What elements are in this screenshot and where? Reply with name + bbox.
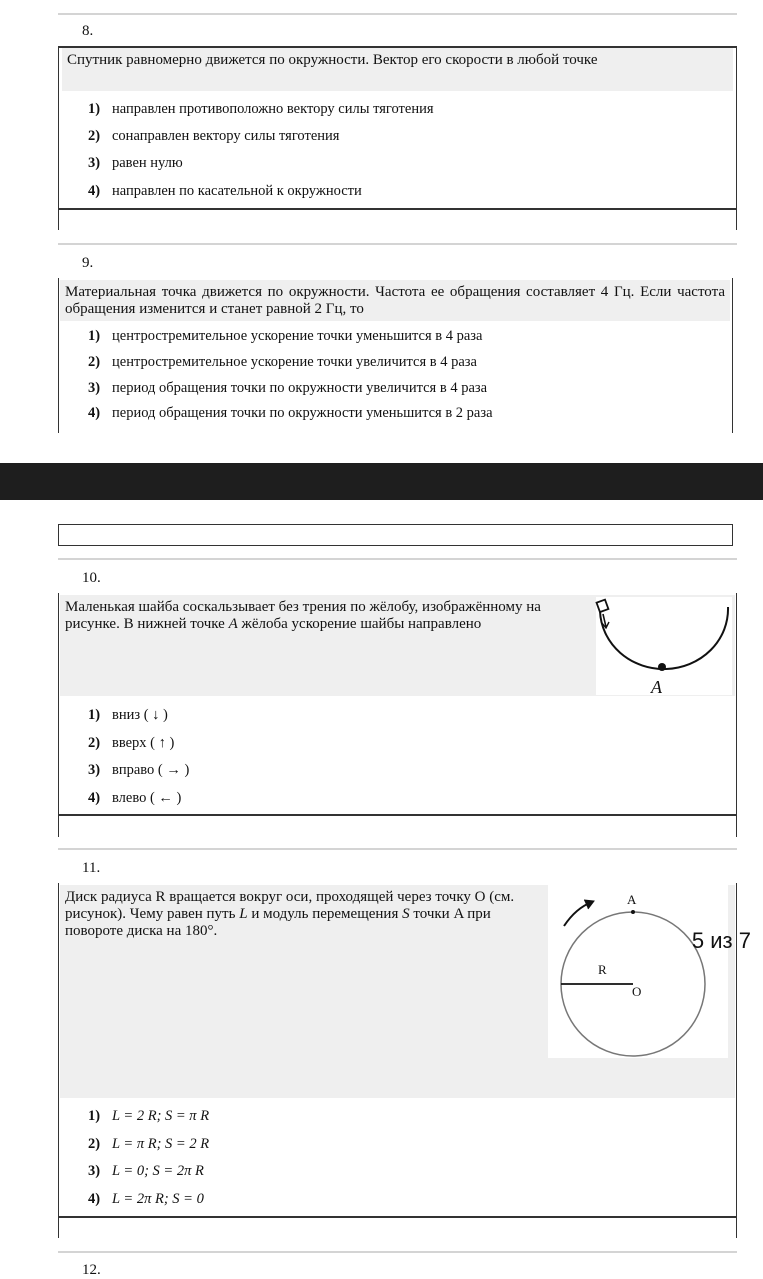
answer-divider (58, 1216, 737, 1218)
chute-figure (596, 597, 732, 695)
point-a-dot (658, 663, 666, 671)
q11-option-4[interactable]: 4) L = 2π R; S = 0 (88, 1191, 204, 1207)
point-a-dot (631, 910, 635, 914)
chute-curve (600, 607, 728, 669)
separator (58, 848, 737, 850)
q8-option-2[interactable]: 2) сонаправлен вектору силы тяготения (88, 128, 340, 144)
separator (58, 243, 737, 245)
question-12-number: 12. (82, 1262, 101, 1278)
q10-option-1[interactable]: 1) вниз ( ↓ ) (88, 707, 168, 723)
q8-option-4[interactable]: 4) направлен по касательной к окружности (88, 183, 362, 199)
separator (58, 1251, 737, 1253)
q10-option-4[interactable]: 4) влево ( ← ) (88, 790, 182, 806)
question-10-text: Маленькая шайба соскальзывает без трения по жёлобу, изображённому на рисунке. В нижней точке A жёлоба ускорение шайбы направлено (60, 595, 592, 696)
q8-option-3[interactable]: 3) равен нулю (88, 155, 183, 171)
page-bottom (0, 500, 763, 1278)
q8-option-1[interactable]: 1) направлен противоположно вектору силы тяготения (88, 101, 434, 117)
question-9-number: 9. (82, 255, 94, 271)
q11-option-3[interactable]: 3) L = 0; S = 2π R (88, 1163, 204, 1179)
disk-figure (548, 884, 728, 1058)
q9-option-3[interactable]: 3) период обращения точки по окружности увеличится в 4 раза (88, 380, 488, 396)
question-9-text: Материальная точка движется по окружности. Частота ее обращения составляет 4 Гц. Если частота обращения изменится и станет равной 2 Гц, то (60, 280, 730, 321)
question-8-text: Спутник равномерно движется по окружности. Вектор его скорости в любой точке (62, 48, 733, 91)
q11-option-2[interactable]: 2) L = π R; S = 2 R (88, 1136, 210, 1152)
q10-option-2[interactable]: 2) вверх ( ↑ ) (88, 735, 175, 751)
question-11-text: Диск радиуса R вращается вокруг оси, проходящей через точку O (см. рисунок). Чему равен путь L и модуль перемещения S точки A при повороте диска на 180°. (60, 885, 735, 1098)
center-o-label: O (632, 984, 642, 999)
radius-label: R (598, 962, 607, 977)
separator (58, 558, 737, 560)
puck-icon (597, 600, 609, 612)
answer-divider (58, 208, 737, 210)
q10-option-3[interactable]: 3) вправо ( → ) (88, 762, 190, 778)
question-8-number: 8. (82, 23, 94, 39)
answer-divider (58, 814, 737, 816)
q9-option-2[interactable]: 2) центростремительное ускорение точки увеличится в 4 раза (88, 354, 477, 370)
q11-option-1[interactable]: 1) L = 2 R; S = π R (88, 1108, 210, 1124)
page-top (0, 0, 763, 463)
q9-option-4[interactable]: 4) период обращения точки по окружности уменьшится в 2 раза (88, 405, 493, 421)
q9-option-1[interactable]: 1) центростремительное ускорение точки уменьшится в 4 раза (88, 328, 483, 344)
point-a-label: A (627, 892, 637, 907)
question-10-number: 10. (82, 570, 101, 586)
point-a-label: A (651, 677, 662, 697)
question-11-number: 11. (82, 860, 101, 876)
answer-box[interactable] (58, 524, 733, 546)
separator (58, 13, 737, 15)
page-break-band (0, 463, 763, 500)
page-indicator: 5 из 7 (691, 928, 751, 953)
